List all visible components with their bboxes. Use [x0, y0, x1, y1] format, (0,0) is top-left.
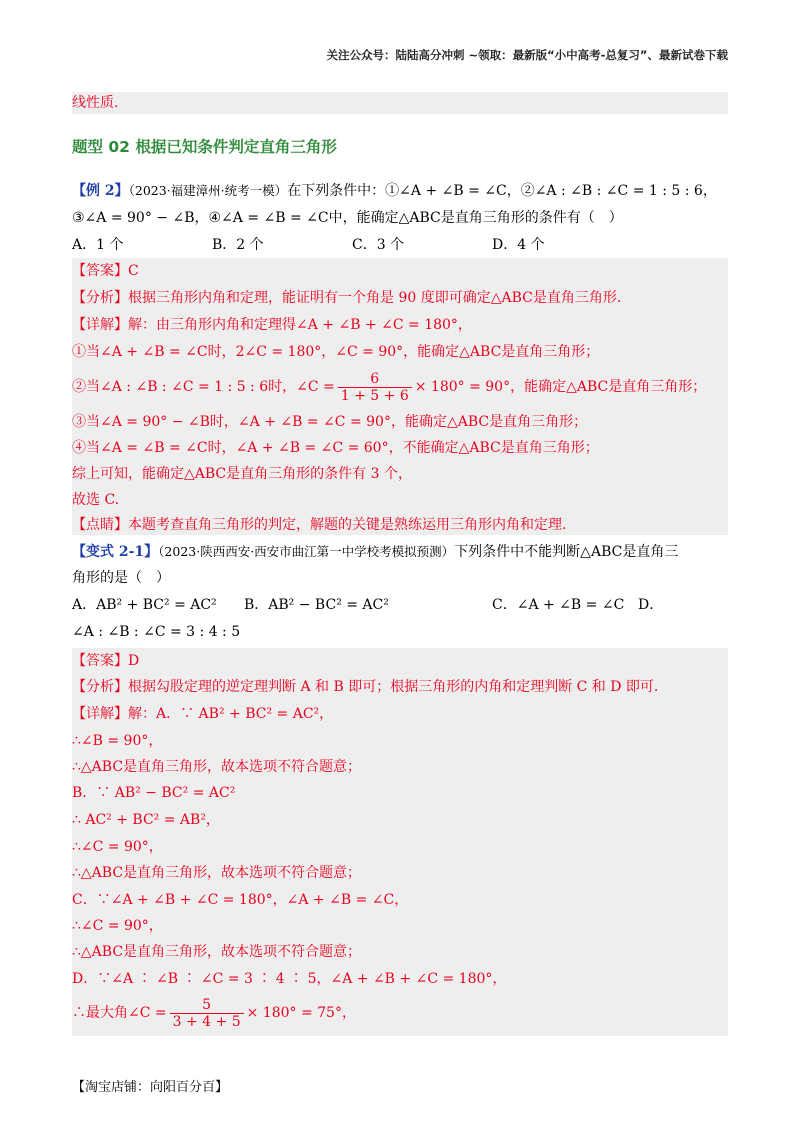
variant-detail-12 — [72, 996, 728, 1030]
fraction-6-12 — [338, 371, 412, 404]
analysis-tag: 【分析】 — [72, 290, 128, 306]
section-title: 题型 02 根据已知条件判定直角三角形 — [72, 138, 337, 156]
option-d: D．4 个 — [492, 237, 545, 253]
prev-text-tail: 线性质. — [72, 95, 119, 111]
option-c: C．3 个 — [352, 237, 405, 253]
analysis-text: 根据勾股定理的逆定理判断 A 和 B 即可；根据三角形的内角和定理判断 C 和 D 即可. — [128, 679, 659, 695]
example-detail-1: ①当∠A + ∠B = ∠C时，2∠C = 180°，∠C = 90°，能确定△ABC是直角三角形； — [72, 344, 600, 360]
example-choice: 故选 C. — [72, 492, 120, 508]
variant-stem-line-1 — [72, 541, 728, 563]
variant-detail-6: ∴∠C = 90°， — [72, 839, 163, 855]
fraction-denominator: 3 + 4 + 5 — [172, 1013, 241, 1030]
detail-2-pre: ②当∠A : ∠B : ∠C = 1 : 5 : 6时，∠C = — [72, 379, 335, 395]
variant-detail-2: ∴∠B = 90°， — [72, 733, 163, 749]
detail-tag: 【详解】 — [72, 706, 128, 722]
variant-detail-7: ∴△ABC是直角三角形，故本选项不符合题意； — [72, 865, 362, 881]
answer-value: C — [128, 263, 139, 279]
comment-tag: 【点睛】 — [72, 517, 128, 533]
example-comment — [72, 514, 728, 536]
analysis-tag: 【分析】 — [72, 679, 128, 695]
example-summary: 综上可知，能确定△ABC是直角三角形的条件有 3 个， — [72, 466, 412, 482]
example-tag: 【例 2】 — [72, 183, 129, 199]
option-b: B．2 个 — [212, 237, 264, 253]
variant-detail-3: ∴△ABC是直角三角形，故本选项不符合题意； — [72, 759, 362, 775]
variant-detail-11: D．∵∠A ∶ ∠B ∶ ∠C = 3 ∶ 4 ∶ 5，∠A + ∠B + ∠C = 180°， — [72, 971, 507, 987]
variant-tag: 【变式 2-1】 — [72, 544, 159, 560]
variant-stem-2: 角形的是（ ） — [72, 570, 170, 586]
answer-tag: 【答案】 — [72, 263, 128, 279]
example-detail-2 — [72, 370, 728, 404]
fraction-numerator: 5 — [170, 997, 244, 1014]
variant-detail-1 — [72, 703, 728, 725]
example-source: （2023·福建漳州·统考一模） — [128, 183, 288, 198]
fraction-numerator: 6 — [338, 371, 412, 388]
example-detail-4: ④当∠A = ∠B = ∠C时，∠A + ∠B = ∠C = 60°，不能确定△ABC是直角三角形； — [72, 440, 599, 456]
answer-tag: 【答案】 — [72, 653, 128, 669]
option-a: A．1 个 — [72, 237, 124, 253]
detail-line: 解：A．∵ AB² + BC² = AC²， — [128, 706, 334, 722]
detail-intro: 解：由三角形内角和定理得∠A + ∠B + ∠C = 180°， — [128, 317, 472, 333]
variant-detail-8: C．∵∠A + ∠B + ∠C = 180°，∠A + ∠B = ∠C， — [72, 892, 409, 908]
detail-tag: 【详解】 — [72, 317, 128, 333]
variant-option-c: C．∠A + ∠B = ∠C — [492, 597, 625, 613]
fraction-denominator: 1 + 5 + 6 — [340, 387, 409, 404]
example-analysis — [72, 287, 728, 309]
variant-option-b: B．AB² − BC² = AC² — [244, 597, 389, 613]
analysis-text: 根据三角形内角和定理，能证明有一个角是 90 度即可确定△ABC是直角三角形. — [128, 290, 622, 306]
example-stem-1: 在下列条件中：①∠A + ∠B = ∠C，②∠A : ∠B : ∠C = 1 : 5 : 6， — [287, 183, 717, 199]
variant-detail-9: ∴∠C = 90°， — [72, 918, 163, 934]
variant-stem-1: 下列条件中不能判断△ABC是直角三 — [454, 544, 679, 560]
example-detail-intro — [72, 314, 728, 336]
variant-analysis — [72, 676, 728, 698]
fraction-5-12 — [170, 997, 244, 1030]
variant-source: （2023·陕西西安·西安市曲江第一中学校考模拟预测） — [158, 544, 455, 559]
variant-option-d: ∠A : ∠B : ∠C = 3 : 4 : 5 — [72, 624, 241, 640]
example-stem-2: ③∠A = 90° − ∠B，④∠A = ∠B = ∠C中，能确定△ABC是直角三角形的条件有（ ） — [72, 210, 623, 226]
variant-detail-10: ∴△ABC是直角三角形，故本选项不符合题意； — [72, 944, 362, 960]
detail-12-post: × 180° = 75°， — [246, 1005, 356, 1021]
comment-text: 本题考查直角三角形的判定，解题的关键是熟练运用三角形内角和定理. — [128, 517, 567, 533]
page-header: 关注公众号：陆陆高分冲刺 ~领取：最新版“小中高考-总复习”、最新试卷下载 — [326, 48, 728, 62]
example-stem-line-1 — [72, 180, 728, 202]
detail-2-post: × 180° = 90°，能确定△ABC是直角三角形； — [414, 379, 707, 395]
variant-answer — [72, 650, 728, 672]
variant-option-d-label: D． — [638, 597, 664, 613]
example-detail-3: ③当∠A = 90° − ∠B时，∠A + ∠B = ∠C = 90°，能确定△ABC是直角三角形； — [72, 414, 588, 430]
variant-detail-5: ∴ AC² + BC² = AB²， — [72, 812, 220, 828]
page-footer: 【淘宝店铺：向阳百分百】 — [72, 1080, 229, 1095]
answer-value: D — [128, 653, 140, 669]
detail-12-pre: ∴最大角∠C = — [72, 1005, 167, 1021]
example-answer — [72, 260, 728, 282]
variant-detail-4: B．∵ AB² − BC² = AC² — [72, 785, 236, 801]
variant-option-a: A．AB² + BC² = AC² — [72, 597, 217, 613]
